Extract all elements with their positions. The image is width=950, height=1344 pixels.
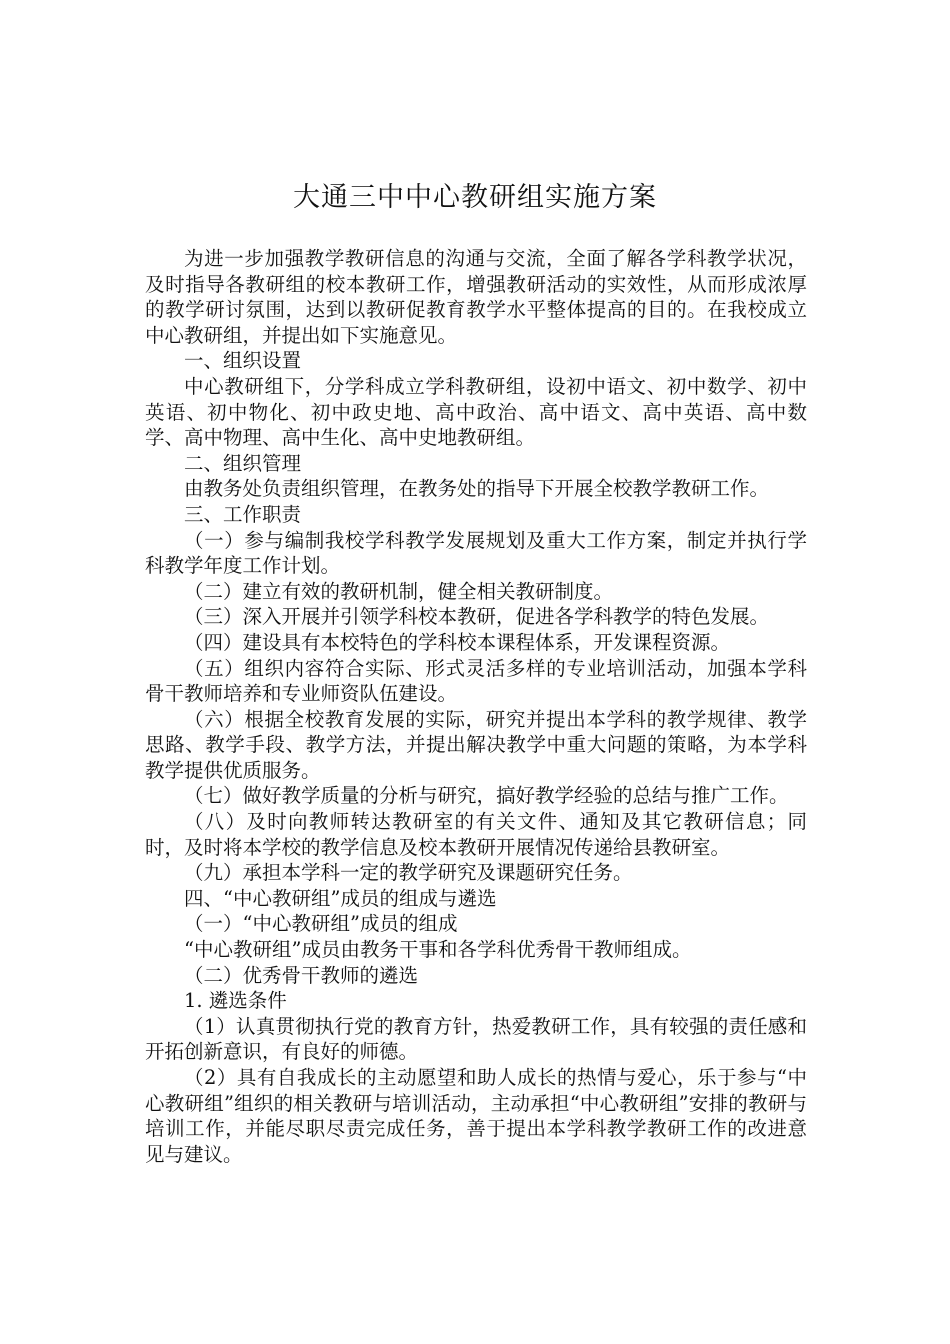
list-item: （四）建设具有本校特色的学科校本课程体系，开发课程资源。 xyxy=(184,630,731,654)
document-body xyxy=(145,246,807,1167)
list-item: （八）及时向教师转达教研室的有关文件、通知及其它教研信息；同时，及时将本学校的教学信息及校本教研开展情况传递给县教研室。 xyxy=(145,810,807,859)
list-item: （1）认真贯彻执行党的教育方针，热爱教研工作，具有较强的责任感和开拓创新意识，有良好的师德。 xyxy=(145,1014,807,1064)
paragraph: 中心教研组下，分学科成立学科教研组，设初中语文、初中数学、初中英语、初中物化、初中政史地、高中政治、高中语文、高中英语、高中数学、高中物理、高中生化、高中史地教研组。 xyxy=(145,374,807,450)
list-item: （一）参与编制我校学科教学发展规划及重大工作方案，制定并执行学科教学年度工作计划。 xyxy=(145,528,807,578)
section-heading: 一、组织设置 xyxy=(184,349,302,373)
document-title: 大通三中中心教研组实施方案 xyxy=(293,182,657,213)
list-item: （2）具有自我成长的主动愿望和助人成长的热情与爱心，乐于参与“中心教研组”组织的相关教研与培训活动，主动承担“中心教研组”安排的教研与培训工作，并能尽职尽责完成任务，善于提出本学科教学教研工作的改进意见与建议。 xyxy=(145,1066,807,1166)
subsection-heading: 1. 遴选条件 xyxy=(184,989,287,1013)
section-heading: 三、工作职责 xyxy=(184,502,302,526)
list-item: （三）深入开展并引领学科校本教研，促进各学科教学的特色发展。 xyxy=(184,605,770,629)
paragraph: 由教务处负责组织管理，在教务处的指导下开展全校教学教研工作。 xyxy=(184,477,770,501)
list-item: （二）建立有效的教研机制，健全相关教研制度。 xyxy=(184,579,614,603)
list-item: （七）做好教学质量的分析与研究，搞好教学经验的总结与推广工作。 xyxy=(184,784,789,808)
section-heading: 四、“中心教研组”成员的组成与遴选 xyxy=(184,886,497,910)
list-item: （六）根据全校教育发展的实际，研究并提出本学科的教学规律、教学思路、教学手段、教学方法，并提出解决教学中重大问题的策略，为本学科教学提供优质服务。 xyxy=(145,707,807,782)
subsection-heading: （二）优秀骨干教师的遴选 xyxy=(184,963,419,987)
list-item: （九）承担本学科一定的教学研究及课题研究任务。 xyxy=(184,861,633,885)
list-item: （五）组织内容符合实际、形式灵活多样的专业培训活动，加强本学科骨干教师培养和专业师资队伍建设。 xyxy=(145,656,807,706)
section-heading: 二、组织管理 xyxy=(184,451,302,475)
subsection-heading: （一）“中心教研组”成员的组成 xyxy=(184,912,458,936)
paragraph: 为进一步加强教学教研信息的沟通与交流，全面了解各学科教学状况，及时指导各教研组的校本教研工作，增强教研活动的实效性，从而形成浓厚的教学研讨氛围，达到以教研促教育教学水平整体提高的目的。在我校成立中心教研组，并提出如下实施意见。 xyxy=(145,247,807,347)
paragraph: “中心教研组”成员由教务干事和各学科优秀骨干教师组成。 xyxy=(184,938,692,962)
